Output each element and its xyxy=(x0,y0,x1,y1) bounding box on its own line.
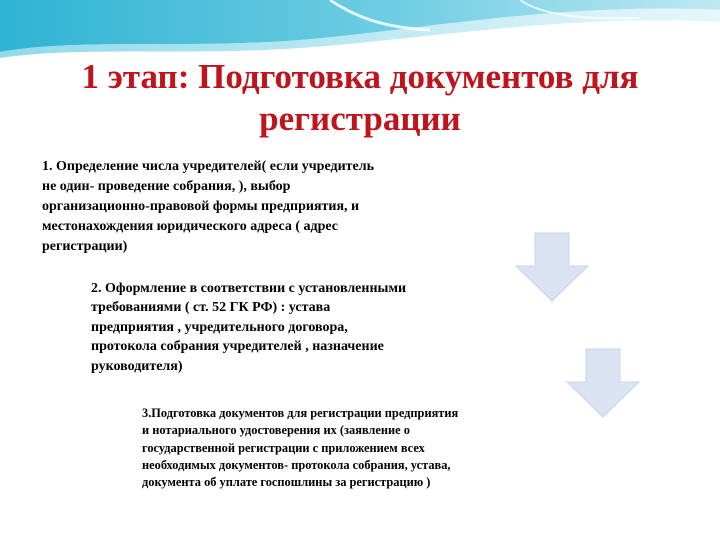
step-3-text xyxy=(142,405,458,491)
down-arrow-icon xyxy=(515,232,589,302)
step-3-line: необходимых документов- протокола собрания, устава, xyxy=(142,457,451,472)
step-1-line: не один- проведение собрания, ), выбор xyxy=(42,179,291,194)
slide-title-line-1: 1 этап: Подготовка документов для xyxy=(81,57,639,96)
step-2-line: требованиями ( ст. 52 ГК РФ) : устава xyxy=(91,300,331,316)
slide-title xyxy=(10,56,710,140)
step-2-line: протокола собрания учредителей , назначение xyxy=(91,339,384,355)
step-1-line: 1. Определение числа учредителей( если учредитель xyxy=(42,159,374,174)
step-1-line: регистрации) xyxy=(42,239,128,254)
step-2-line: предприятия , учредительного договора, xyxy=(91,319,348,335)
step-3-line: 3.Подготовка документов для регистрации предприятия xyxy=(142,406,459,420)
step-2-line: 2. Оформление в соответствии с установленными xyxy=(91,281,407,296)
step-2-text xyxy=(91,279,406,376)
step-1-line: местонахождения юридического адреса ( адрес xyxy=(42,219,339,234)
step-3-line: государственной регистрации с приложением всех xyxy=(142,440,425,455)
step-3-line: и нотариального удостоверения их (заявление о xyxy=(142,423,410,438)
slide-title-line-2: регистрации xyxy=(259,99,461,138)
header-wave-decoration xyxy=(0,0,720,60)
step-2-line: руководителя) xyxy=(91,358,183,374)
step-3-line: документа об уплате госпошлины за регистрацию ) xyxy=(142,475,431,490)
step-1-text xyxy=(42,157,374,257)
step-1-line: организационно-правовой формы предприятия, и xyxy=(42,199,360,214)
down-arrow-icon xyxy=(566,348,640,418)
